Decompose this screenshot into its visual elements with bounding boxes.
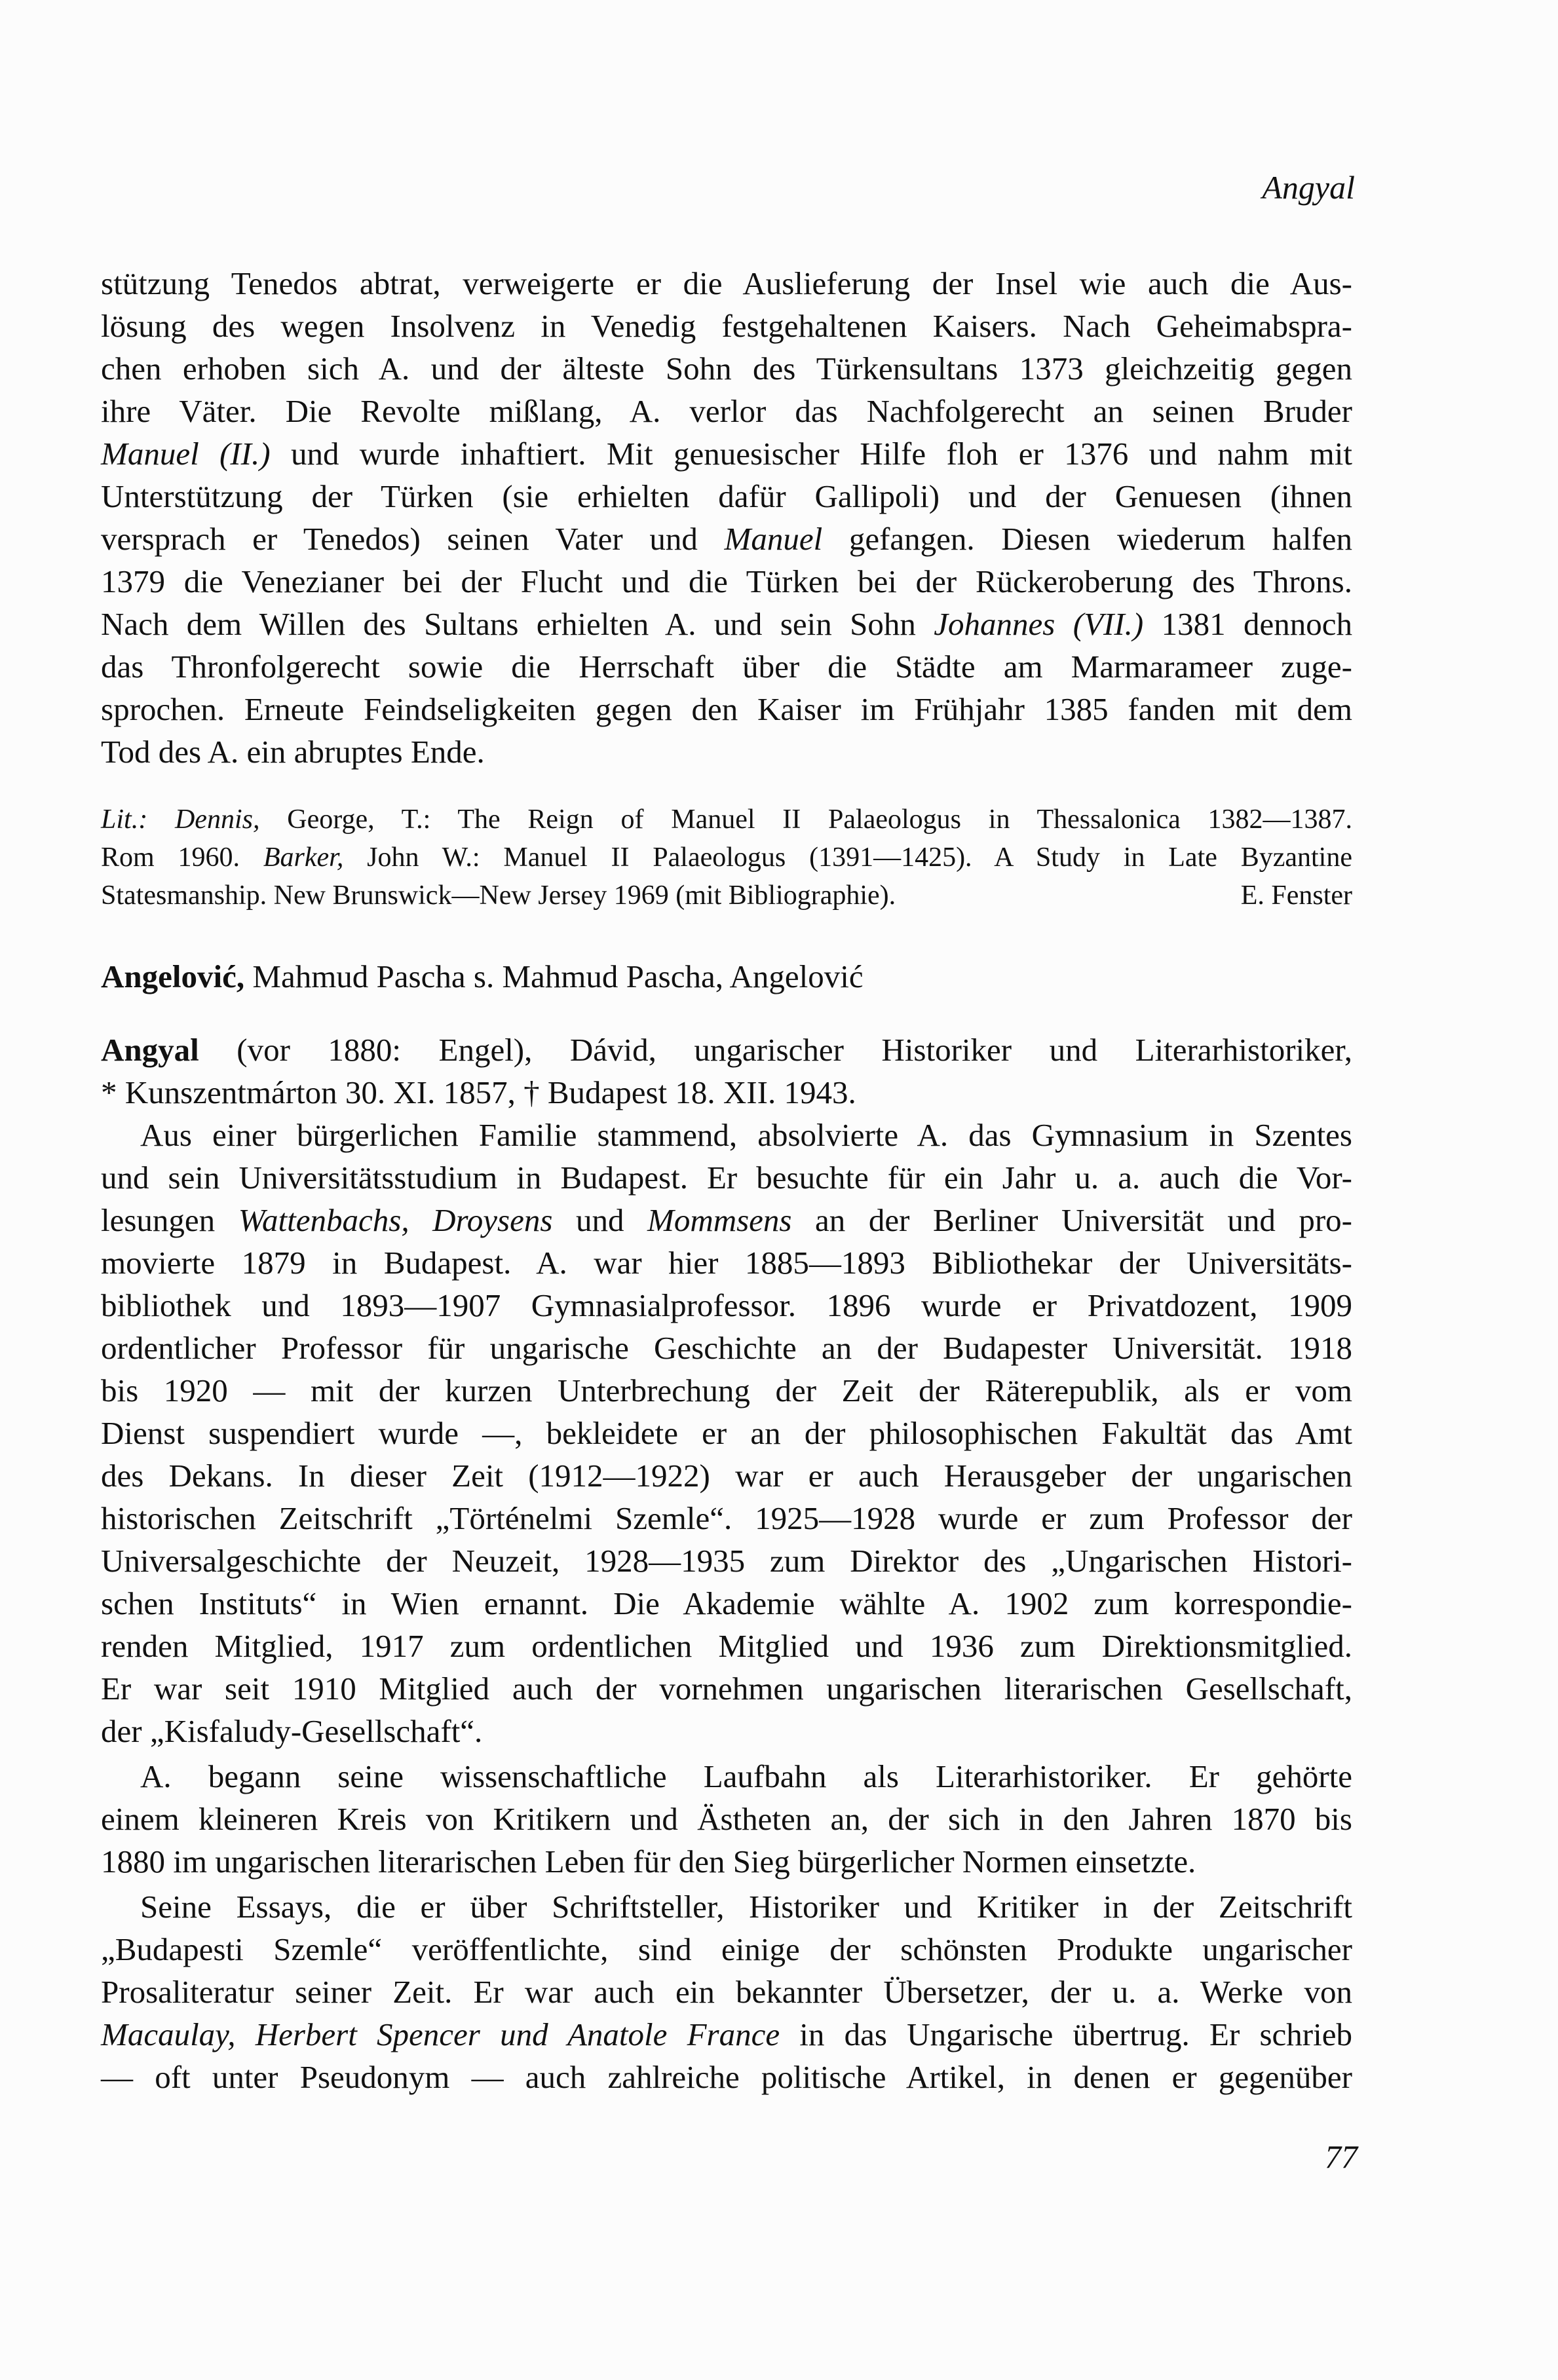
text-line: Er war seit 1910 Mitglied auch der vornehmen ungarischen literarischen Gesellschaft, [101, 1671, 1352, 1707]
text-line: bibliothek und 1893—1907 Gymnasialprofessor. 1896 wurde er Privatdozent, 1909 [101, 1287, 1352, 1323]
text-line: Angelović, Mahmud Pascha s. Mahmud Pascha, Angelović [101, 958, 864, 994]
headword: Angyal [101, 1032, 199, 1068]
text-line: stützung Tenedos abtrat, verweigerte er die Auslieferung der Insel wie auch die Aus- [101, 265, 1352, 301]
italic-name: Macaulay, Herbert Spencer und Anatole France [101, 2016, 780, 2052]
author-signature: E. Fenster [1240, 880, 1352, 911]
text-line: ihre Väter. Die Revolte mißlang, A. verlor das Nachfolgerecht an seinen Bruder [101, 393, 1352, 429]
text-line: bis 1920 — mit der kurzen Unterbrechung der Zeit der Räterepublik, als er vom [101, 1372, 1352, 1408]
text-line: der „Kisfaludy-Gesellschaft“. [101, 1713, 483, 1749]
headword: Angelović, [101, 958, 245, 994]
text-line: A. begann seine wissenschaftliche Laufbahn als Literarhistoriker. Er gehörte [140, 1758, 1352, 1794]
text-line: Prosaliteratur seiner Zeit. Er war auch ein bekannter Übersetzer, der u. a. Werke von [101, 1974, 1352, 2010]
text-line: Tod des A. ein abruptes Ende. [101, 734, 485, 770]
entry-angyal [101, 1029, 1352, 2098]
text-line: Manuel (II.) und wurde inhaftiert. Mit genuesischer Hilfe floh er 1376 und nahm mit [101, 436, 1353, 472]
text-line: das Thronfolgerecht sowie die Herrschaft über die Städte am Marmarameer zuge- [101, 649, 1352, 685]
text-line: ordentlicher Professor für ungarische Geschichte an der Budapester Universität. 1918 [101, 1330, 1352, 1366]
text-line: chen erhoben sich A. und der älteste Sohn des Türkensultans 1373 gleichzeitig gegen [101, 350, 1352, 387]
lit-line: Rom 1960. Barker, John W.: Manuel II Palaeologus (1391—1425). A Study in Late Byzantine [101, 842, 1352, 873]
italic-name: Manuel [724, 521, 823, 557]
italic-name: Mommsens [647, 1202, 792, 1238]
italic-name: Wattenbachs, Droysens [238, 1202, 553, 1238]
cross-reference-entry [101, 955, 1352, 998]
text-line: Aus einer bürgerlichen Familie stammend, absolvierte A. das Gymnasium in Szentes [140, 1117, 1352, 1153]
text-line: Unterstützung der Türken (sie erhielten dafür Gallipoli) und der Genuesen (ihnen [101, 478, 1352, 514]
text-line: versprach er Tenedos) seinen Vater und Manuel gefangen. Diesen wiederum halfen [101, 521, 1352, 557]
text-line: Nach dem Willen des Sultans erhielten A. und sein Sohn Johannes (VII.) 1381 dennoch [101, 606, 1352, 642]
lit-line: Statesmanship. New Brunswick—New Jersey 1969 (mit Bibliographie). E. Fenster [101, 877, 1352, 915]
text-line: renden Mitglied, 1917 zum ordentlichen Mitglied und 1936 zum Direktionsmitglied. [101, 1628, 1352, 1664]
entry-header-line: * Kunszentmárton 30. XI. 1857, † Budapest 18. XII. 1943. [101, 1074, 856, 1110]
text-line: einem kleineren Kreis von Kritikern und Ästheten an, der sich in den Jahren 1870 bis [101, 1801, 1352, 1837]
running-head: Angyal [1262, 169, 1355, 206]
text-line: lesungen Wattenbachs, Droysens und Mommsens an der Berliner Universität und pro- [101, 1202, 1352, 1238]
literature-section [101, 801, 1352, 915]
entry-header-line: Angyal (vor 1880: Engel), Dávid, ungarischer Historiker und Literarhistoriker, [101, 1032, 1352, 1068]
text-line: „Budapesti Szemle“ veröffentlichte, sind einige der schönsten Produkte ungarischer [101, 1931, 1352, 1967]
text-line: Dienst suspendiert wurde —, bekleidete er an der philosophischen Fakultät das Amt [101, 1415, 1352, 1451]
lit-label: Lit.: [101, 804, 148, 835]
lit-line: Lit.: Dennis, George, T.: The Reign of Manuel II Palaeologus in Thessalonica 1382—1387. [101, 804, 1352, 835]
entry-continued [101, 262, 1352, 773]
text-line: des Dekans. In dieser Zeit (1912—1922) war er auch Herausgeber der ungarischen [101, 1458, 1352, 1494]
text-line: 1379 die Venezianer bei der Flucht und die Türken bei der Rückeroberung des Throns. [101, 563, 1352, 599]
text-line: lösung des wegen Insolvenz in Venedig festgehaltenen Kaisers. Nach Geheimabspra- [101, 308, 1352, 344]
text-line: und sein Universitätsstudium in Budapest. Er besuchte für ein Jahr u. a. auch die Vor- [101, 1160, 1352, 1196]
text-line: Macaulay, Herbert Spencer und Anatole France in das Ungarische übertrug. Er schrieb [101, 2016, 1352, 2052]
text-line: historischen Zeitschrift „Történelmi Szemle“. 1925—1928 wurde er zum Professor der [101, 1500, 1352, 1536]
page-number: 77 [1325, 2138, 1358, 2175]
text-line: Seine Essays, die er über Schriftsteller, Historiker und Kritiker in der Zeitschrift [140, 1889, 1352, 1925]
text-line: 1880 im ungarischen literarischen Leben für den Sieg bürgerlicher Normen einsetzte. [101, 1843, 1196, 1879]
italic-name: Manuel (II.) [101, 436, 271, 472]
lit-author: Dennis, [174, 804, 260, 835]
text-line: sprochen. Erneute Feindseligkeiten gegen den Kaiser im Frühjahr 1385 fanden mit dem [101, 691, 1352, 727]
italic-name: Johannes (VII.) [934, 606, 1144, 642]
text-line: schen Instituts“ in Wien ernannt. Die Akademie wählte A. 1902 zum korrespondie- [101, 1585, 1352, 1621]
text-line: — oft unter Pseudonym — auch zahlreiche politische Artikel, in denen er gegenüber [101, 2059, 1352, 2095]
text-line: Universalgeschichte der Neuzeit, 1928—1935 zum Direktor des „Ungarischen Histori- [101, 1543, 1352, 1579]
text-line: movierte 1879 in Budapest. A. war hier 1885—1893 Bibliothekar der Universitäts- [101, 1245, 1352, 1281]
lit-author: Barker, [263, 842, 344, 873]
